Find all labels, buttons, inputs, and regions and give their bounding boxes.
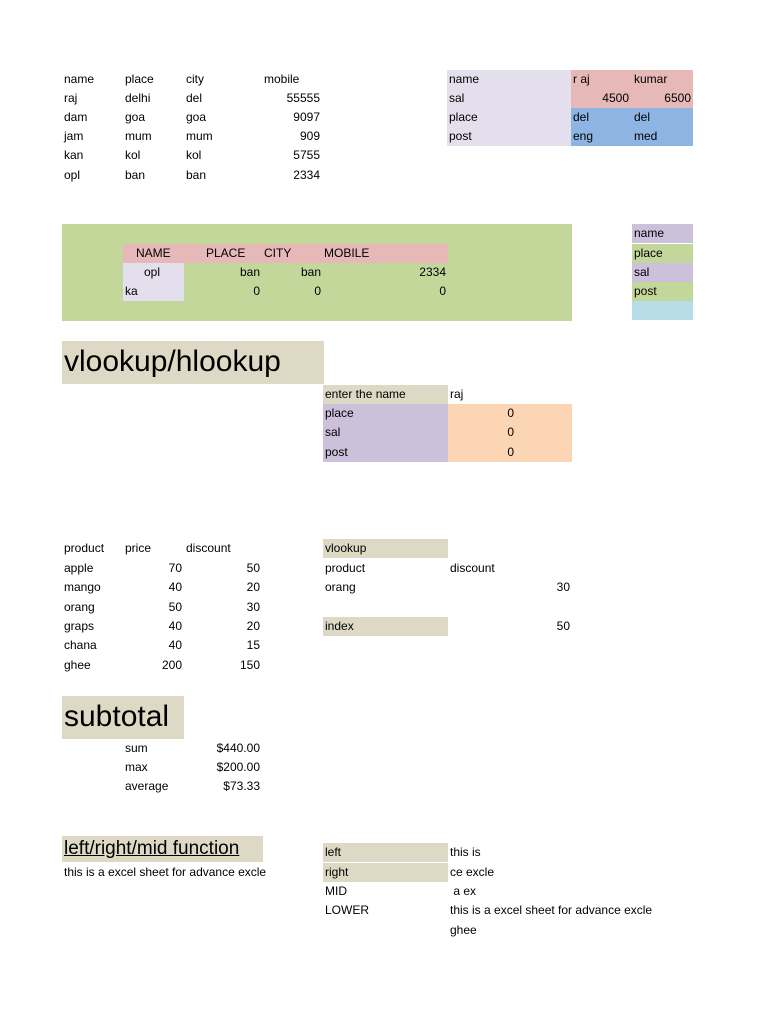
- lookup-result[interactable]: 0: [507, 425, 514, 439]
- table-cell[interactable]: 4500: [602, 91, 629, 105]
- fn-label-mid: MID: [325, 884, 347, 898]
- header-cell[interactable]: name: [64, 72, 95, 86]
- side-label-sal[interactable]: sal: [632, 263, 693, 282]
- header-cell[interactable]: product: [64, 541, 105, 555]
- header-cell[interactable]: mobile: [264, 72, 300, 86]
- table-cell[interactable]: 40: [168, 619, 182, 633]
- vlookup-col-discount: discount: [450, 561, 495, 575]
- fn-result[interactable]: this is a excel sheet for advance excle: [450, 903, 653, 917]
- section-title-subtotal: subtotal: [62, 696, 184, 739]
- table-cell[interactable]: 5755: [293, 148, 320, 162]
- fn-label-lower: LOWER: [325, 903, 370, 917]
- subtotal-label: sum: [125, 741, 148, 755]
- table-cell[interactable]: opl: [144, 265, 161, 279]
- vlookup-col-product: product: [325, 561, 366, 575]
- table-cell[interactable]: 200: [161, 658, 182, 672]
- header-cell[interactable]: NAME: [136, 246, 171, 260]
- table-cell[interactable]: jam: [64, 129, 84, 143]
- table-cell[interactable]: 0: [314, 284, 321, 298]
- table-cell[interactable]: 15: [246, 638, 260, 652]
- table-cell[interactable]: 6500: [664, 91, 691, 105]
- header-cell[interactable]: discount: [186, 541, 231, 555]
- vlookup-product-input[interactable]: orang: [325, 580, 356, 594]
- table-cell[interactable]: delhi: [125, 91, 151, 105]
- table-cell[interactable]: del: [186, 91, 203, 105]
- side-label-post[interactable]: post: [632, 282, 693, 301]
- header-cell[interactable]: CITY: [264, 246, 292, 260]
- lookup-label: sal: [325, 425, 341, 439]
- index-label: index: [323, 617, 448, 636]
- side-label-name[interactable]: name: [632, 224, 693, 243]
- table-cell[interactable]: 55555: [286, 91, 320, 105]
- table-cell[interactable]: 50: [246, 561, 260, 575]
- table-cell[interactable]: 909: [299, 129, 320, 143]
- table-cell[interactable]: 40: [168, 580, 182, 594]
- fn-label-right: right: [323, 863, 448, 882]
- table-cell[interactable]: goa: [125, 110, 146, 124]
- table-cell[interactable]: eng: [573, 129, 594, 143]
- subtotal-value[interactable]: $440.00: [216, 741, 260, 755]
- table-cell[interactable]: kan: [64, 148, 84, 162]
- table-cell[interactable]: ban: [186, 168, 207, 182]
- table-cell[interactable]: dam: [64, 110, 88, 124]
- table-cell[interactable]: 50: [168, 600, 182, 614]
- table-cell[interactable]: ban: [300, 265, 321, 279]
- lookup-result[interactable]: 0: [507, 406, 514, 420]
- fn-result[interactable]: ghee: [450, 923, 477, 937]
- table-cell[interactable]: med: [634, 129, 658, 143]
- table-cell[interactable]: opl: [64, 168, 81, 182]
- lookup-label: place: [325, 406, 354, 420]
- fn-label-left: left: [323, 843, 448, 862]
- table-cell[interactable]: 2334: [293, 168, 320, 182]
- table-cell[interactable]: mum: [186, 129, 213, 143]
- table-cell[interactable]: r aj: [573, 72, 590, 86]
- table-cell[interactable]: ban: [239, 265, 260, 279]
- table-cell[interactable]: raj: [64, 91, 78, 105]
- table-cell[interactable]: del: [634, 110, 651, 124]
- table-cell[interactable]: apple: [64, 561, 94, 575]
- table-cell[interactable]: del: [573, 110, 590, 124]
- header-cell[interactable]: place: [125, 72, 154, 86]
- subtotal-value[interactable]: $73.33: [223, 779, 260, 793]
- table-cell[interactable]: mango: [64, 580, 101, 594]
- header-cell[interactable]: price: [125, 541, 152, 555]
- table-cell[interactable]: kumar: [634, 72, 668, 86]
- header-cell[interactable]: PLACE: [206, 246, 246, 260]
- section-title-text-functions: left/right/mid function: [62, 836, 263, 862]
- section-title-vlookup: vlookup/hlookup: [62, 341, 324, 384]
- table-cell[interactable]: graps: [64, 619, 95, 633]
- table-cell[interactable]: ghee: [64, 658, 91, 672]
- table-cell[interactable]: mum: [125, 129, 152, 143]
- table-cell[interactable]: 9097: [293, 110, 320, 124]
- table-cell[interactable]: 40: [168, 638, 182, 652]
- fn-label-empty: [323, 921, 448, 940]
- table-cell[interactable]: 20: [246, 580, 260, 594]
- subtotal-value[interactable]: $200.00: [216, 760, 260, 774]
- side-label-empty[interactable]: [632, 301, 693, 320]
- subtotal-label: max: [125, 760, 148, 774]
- table-cell[interactable]: kol: [125, 148, 141, 162]
- index-result[interactable]: 50: [556, 619, 570, 633]
- fn-result[interactable]: ce excle: [450, 865, 495, 879]
- table-cell[interactable]: 2334: [419, 265, 446, 279]
- table-cell[interactable]: 30: [246, 600, 260, 614]
- table-cell[interactable]: ka: [125, 284, 138, 298]
- table-cell[interactable]: 0: [253, 284, 260, 298]
- header-cell[interactable]: city: [186, 72, 204, 86]
- fn-result[interactable]: a ex: [450, 884, 477, 898]
- table-cell[interactable]: goa: [186, 110, 207, 124]
- header-cell[interactable]: MOBILE: [324, 246, 370, 260]
- lookup-result[interactable]: 0: [507, 445, 514, 459]
- lookup-name-input[interactable]: raj: [450, 387, 464, 401]
- table-cell[interactable]: 150: [239, 658, 260, 672]
- table-cell[interactable]: kol: [186, 148, 202, 162]
- vlookup-result[interactable]: 30: [556, 580, 570, 594]
- table-cell[interactable]: post: [449, 129, 472, 143]
- lookup-label: post: [325, 445, 348, 459]
- table-cell[interactable]: 70: [168, 561, 182, 575]
- table-cell[interactable]: chana: [64, 638, 97, 652]
- table-cell[interactable]: place: [449, 110, 478, 124]
- vlookup-label: vlookup: [323, 539, 448, 558]
- table-cell[interactable]: ban: [125, 168, 146, 182]
- table-cell[interactable]: sal: [449, 91, 465, 105]
- lookup-prompt: enter the name: [323, 385, 448, 404]
- table-cell[interactable]: 20: [246, 619, 260, 633]
- table-cell[interactable]: 0: [439, 284, 446, 298]
- source-sentence[interactable]: this is a excel sheet for advance excle: [64, 865, 267, 879]
- table-cell[interactable]: name: [449, 72, 480, 86]
- subtotal-label: average: [125, 779, 169, 793]
- side-label-place[interactable]: place: [632, 244, 693, 263]
- table-cell[interactable]: orang: [64, 600, 95, 614]
- fn-result[interactable]: this is: [450, 845, 481, 859]
